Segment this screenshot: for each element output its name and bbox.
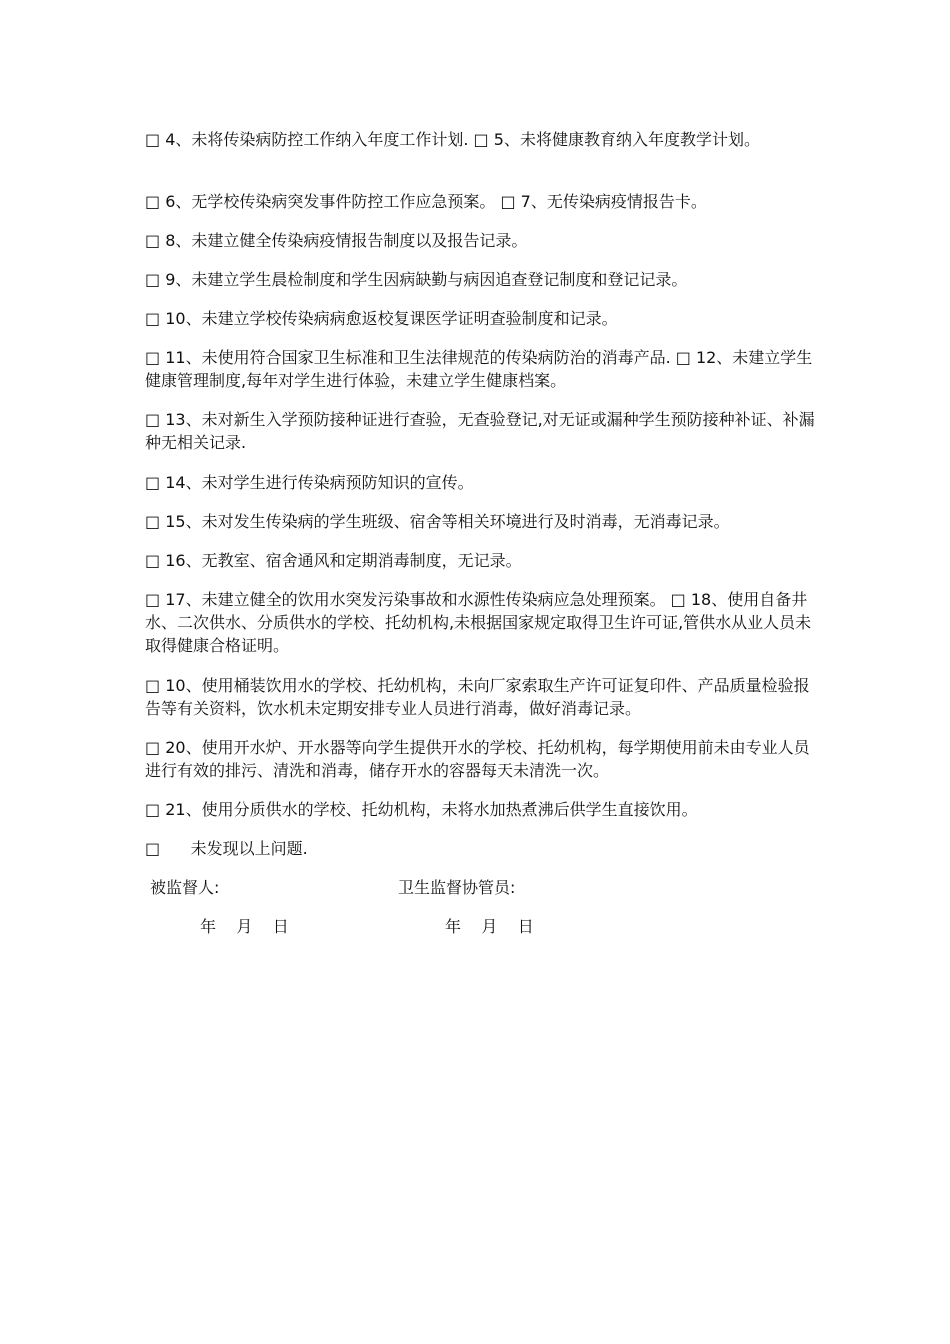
checklist-item-4-5: □ 4、未将传染病防控工作纳入年度工作计划. □ 5、未将健康教育纳入年度教学计划。 bbox=[145, 130, 760, 149]
checklist-item-15: □ 15、未对发生传染病的学生班级、宿舍等相关环境进行及时消毒，无消毒记录。 bbox=[145, 512, 730, 531]
date-left: 年 月 日 bbox=[200, 917, 289, 936]
checklist-item-none: □ 未发现以上问题. bbox=[145, 839, 308, 858]
supervised-person-label: 被监督人: bbox=[150, 878, 220, 897]
checklist-item-6-7: □ 6、无学校传染病突发事件防控工作应急预案。 □ 7、无传染病疫情报告卡。 bbox=[145, 192, 707, 211]
checklist-item-13: □ 13、未对新生入学预防接种证进行查验，无查验登记,对无证或漏种学生预防接种补证、补漏种无相关记录. bbox=[145, 410, 815, 452]
coordinator-label: 卫生监督协管员: bbox=[398, 878, 516, 897]
checklist-item-8: □ 8、未建立健全传染病疫情报告制度以及报告记录。 bbox=[145, 231, 528, 250]
date-right: 年 月 日 bbox=[445, 917, 534, 936]
checklist-item-16: □ 16、无教室、宿舍通风和定期消毒制度，无记录。 bbox=[145, 551, 522, 570]
checklist-item-17-18: □ 17、未建立健全的饮用水突发污染事故和水源性传染病应急处理预案。 □ 18、使用自备井水、二次供水、分质供水的学校、托幼机构,未根据国家规定取得卫生许可证,管供水从业人员未取得健康合格证明。 bbox=[145, 590, 812, 655]
checklist-item-19: □ 10、使用桶装饮用水的学校、托幼机构，未向厂家索取生产许可证复印件、产品质量检验报告等有关资料，饮水机未定期安排专业人员进行消毒，做好消毒记录。 bbox=[145, 676, 810, 718]
checklist-item-10: □ 10、未建立学校传染病病愈返校复课医学证明查验制度和记录。 bbox=[145, 309, 618, 328]
checklist-item-9: □ 9、未建立学生晨检制度和学生因病缺勤与病因追查登记制度和登记记录。 bbox=[145, 270, 688, 289]
checklist-item-14: □ 14、未对学生进行传染病预防知识的宣传。 bbox=[145, 473, 474, 492]
checklist-item-11-12: □ 11、未使用符合国家卫生标准和卫生法律规范的传染病防治的消毒产品. □ 12、未建立学生健康管理制度,每年对学生进行体验，未建立学生健康档案。 bbox=[145, 348, 813, 390]
checklist-item-21: □ 21、使用分质供水的学校、托幼机构，未将水加热煮沸后供学生直接饮用。 bbox=[145, 800, 698, 819]
checklist-item-20: □ 20、使用开水炉、开水器等向学生提供开水的学校、托幼机构，每学期使用前未由专业人员进行有效的排污、清洗和消毒，储存开水的容器每天未清洗一次。 bbox=[145, 738, 810, 780]
